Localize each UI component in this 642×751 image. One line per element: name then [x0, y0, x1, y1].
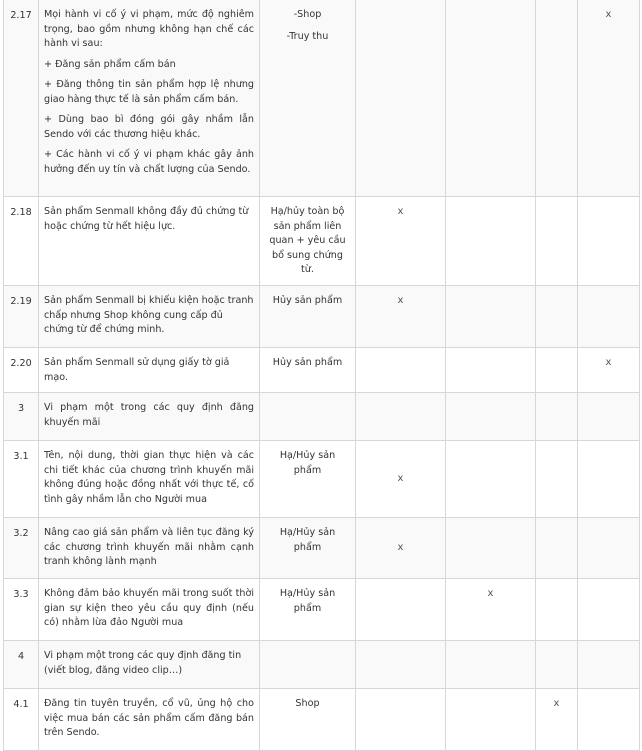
- mark-cell: [356, 0, 446, 197]
- mark-cell: [446, 348, 536, 393]
- table-row: [4, 518, 640, 579]
- penalty-action: Shop: [260, 689, 356, 751]
- table-row: [4, 197, 640, 286]
- penalty-action: Hủy sản phẩm: [260, 348, 356, 393]
- row-number: 4.1: [4, 689, 39, 751]
- mark-cell: [356, 689, 446, 751]
- description-line: Mọi hành vi cố ý vi phạm, mức độ nghiêm trọng, bao gồm nhưng không hạn chế các hành vi sau:: [44, 9, 254, 49]
- penalty-action: [260, 0, 356, 197]
- mark-cell: [356, 641, 446, 689]
- penalty-action: [260, 641, 356, 689]
- violation-description: Vi phạm một trong các quy định đăng khuyến mãi: [39, 393, 260, 441]
- violation-description: Tên, nội dung, thời gian thực hiện và các chi tiết khác của chương trình khuyến mãi không đúng hoặc đồng nhất với thực tế, cố tình gây nhầm lẫn cho Người mua: [39, 441, 260, 518]
- action-line: -Shop: [293, 9, 322, 20]
- row-number: 2.19: [4, 286, 39, 348]
- table-row: [4, 689, 640, 751]
- description-line: + Đăng thông tin sản phẩm hợp lệ nhưng giao hàng thực tế là sản phẩm cấm bán.: [44, 79, 254, 105]
- mark-cell: [446, 689, 536, 751]
- table-row: [4, 286, 640, 348]
- row-number: 3.3: [4, 579, 39, 641]
- mark-cell: [446, 0, 536, 197]
- penalty-action: Hạ/Hủy sản phẩm: [260, 579, 356, 641]
- violation-description: Vi phạm một trong các quy định đăng tin (viết blog, đăng video clip…): [39, 641, 260, 689]
- table-row: [4, 393, 640, 441]
- mark-cell: [578, 579, 640, 641]
- violation-description: [39, 0, 260, 197]
- mark-cell: [356, 348, 446, 393]
- mark-cell: [578, 689, 640, 751]
- table-row: [4, 641, 640, 689]
- mark-cell: [536, 641, 578, 689]
- mark-cell: [578, 286, 640, 348]
- mark-cell: [536, 393, 578, 441]
- penalty-action: Hạ/hủy toàn bộ sản phẩm liên quan + yêu cầu bổ sung chứng từ.: [260, 197, 356, 286]
- mark-cell: [446, 286, 536, 348]
- mark-cell: [578, 641, 640, 689]
- row-number: 3.1: [4, 441, 39, 518]
- mark-cell: [578, 393, 640, 441]
- mark-cell: x: [356, 441, 446, 518]
- violation-description: Sản phẩm Senmall sử dụng giấy tờ giả mạo.: [39, 348, 260, 393]
- mark-cell: x: [356, 518, 446, 579]
- mark-cell: x: [578, 348, 640, 393]
- mark-cell: [446, 393, 536, 441]
- description-line: + Đăng sản phẩm cấm bán: [44, 58, 176, 70]
- table-row: [4, 441, 640, 518]
- mark-cell: [536, 0, 578, 197]
- mark-cell: [578, 197, 640, 286]
- mark-cell: [578, 518, 640, 579]
- table-row: [4, 348, 640, 393]
- violation-description: Sản phẩm Senmall bị khiếu kiện hoặc tranh chấp nhưng Shop không cung cấp đủ chứng từ để chứng minh.: [39, 286, 260, 348]
- mark-cell: [536, 348, 578, 393]
- mark-cell: [356, 393, 446, 441]
- mark-cell: [536, 518, 578, 579]
- violation-description: Đăng tin tuyên truyền, cổ vũ, ủng hộ cho việc mua bán các sản phẩm cấm đăng bán trên Sendo.: [39, 689, 260, 751]
- mark-cell: [536, 286, 578, 348]
- row-number: 3: [4, 393, 39, 441]
- penalty-action: Hạ/Hủy sản phẩm: [260, 441, 356, 518]
- violation-description: Không đảm bảo khuyến mãi trong suốt thời gian sự kiện theo yêu cầu quy định (nếu có) nhằm lừa đảo Người mua: [39, 579, 260, 641]
- violation-table: [3, 0, 640, 751]
- violation-description: Nâng cao giá sản phẩm và liên tục đăng ký các chương trình khuyến mãi nhằm cạnh tranh không lành mạnh: [39, 518, 260, 579]
- mark-cell: x: [356, 286, 446, 348]
- mark-cell: [536, 197, 578, 286]
- mark-cell: x: [446, 579, 536, 641]
- mark-cell: [446, 441, 536, 518]
- table-row: [4, 0, 640, 197]
- description-line: + Dùng bao bì đóng gói gây nhầm lẫn Sendo với các thương hiệu khác.: [44, 114, 254, 140]
- penalty-action: [260, 393, 356, 441]
- mark-cell: [536, 441, 578, 518]
- mark-cell: x: [536, 689, 578, 751]
- table-row: [4, 579, 640, 641]
- penalty-action: Hạ/Hủy sản phẩm: [260, 518, 356, 579]
- penalty-action: Hủy sản phẩm: [260, 286, 356, 348]
- action-line: -Truy thu: [286, 30, 329, 42]
- row-number: 4: [4, 641, 39, 689]
- violation-description: Sản phẩm Senmall không đầy đủ chứng từ hoặc chứng từ hết hiệu lực.: [39, 197, 260, 286]
- mark-cell: [446, 641, 536, 689]
- mark-cell: [578, 441, 640, 518]
- mark-cell: [536, 579, 578, 641]
- mark-cell: x: [578, 0, 640, 197]
- row-number: 2.18: [4, 197, 39, 286]
- row-number: 3.2: [4, 518, 39, 579]
- mark-cell: [446, 197, 536, 286]
- mark-cell: [446, 518, 536, 579]
- row-number: 2.17: [4, 0, 39, 197]
- mark-cell: [356, 579, 446, 641]
- row-number: 2.20: [4, 348, 39, 393]
- mark-cell: x: [356, 197, 446, 286]
- description-line: + Các hành vi cố ý vi phạm khác gây ảnh hưởng đến uy tín và chất lượng của Sendo.: [44, 149, 254, 175]
